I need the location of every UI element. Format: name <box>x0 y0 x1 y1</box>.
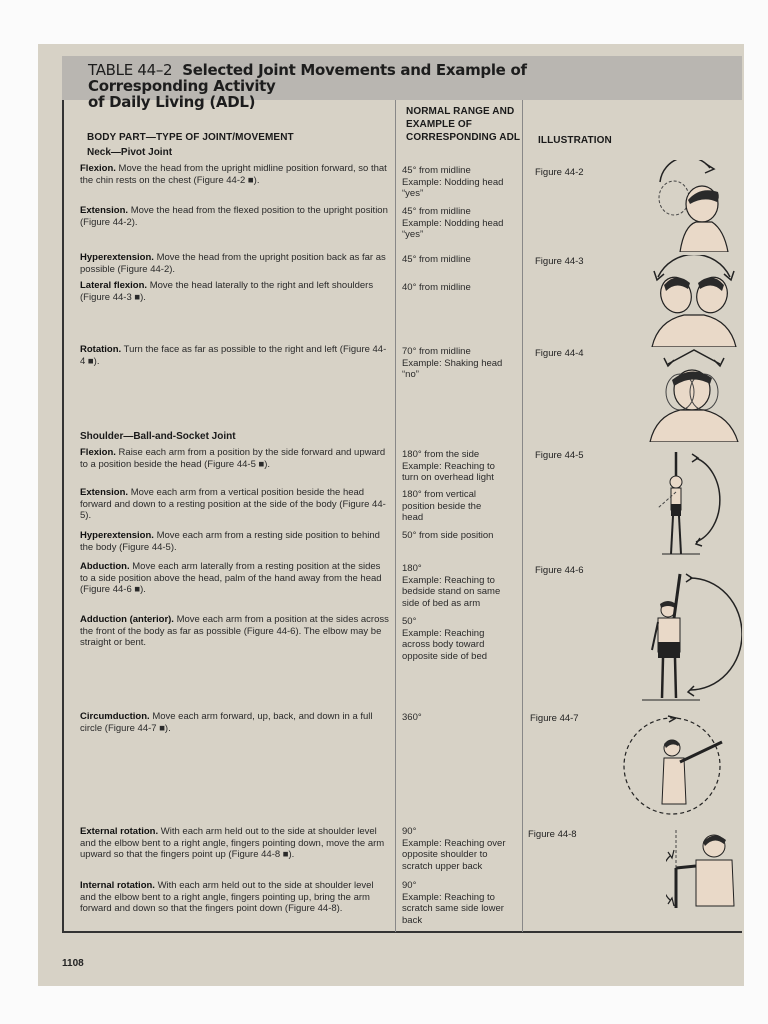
range-cell <box>402 880 518 926</box>
movement-term: Rotation. <box>80 344 122 355</box>
range-line: Example: Reaching to <box>402 574 495 586</box>
shoulder-circumduction-illustration <box>614 712 734 820</box>
range-line: Example: Reaching over <box>402 837 506 849</box>
figure-ref: Figure 44-5 <box>535 450 584 461</box>
header-body-part: BODY PART—TYPE OF JOINT/MOVEMENT <box>87 132 294 143</box>
range-cell <box>402 282 518 294</box>
range-line: Example: Shaking head <box>402 357 503 369</box>
movement-term: Extension. <box>80 205 129 216</box>
group-shoulder: Shoulder—Ball-and-Socket Joint <box>80 431 236 442</box>
table-title <box>88 62 648 110</box>
figure-ref: Figure 44-7 <box>530 713 579 724</box>
range-line: bedside stand on same <box>402 586 501 597</box>
range-line: 45° from midline <box>402 254 471 265</box>
header-normal-range-line1: NORMAL RANGE AND <box>406 106 515 117</box>
range-line: opposite shoulder to <box>402 849 488 860</box>
figure-ref: Figure 44-6 <box>535 565 584 576</box>
movement-row <box>80 711 390 734</box>
group-neck: Neck—Pivot Joint <box>87 147 173 158</box>
shoulder-flexion-illustration <box>640 446 730 558</box>
range-cell <box>402 489 518 524</box>
neck-lateral-flexion-illustration <box>644 255 744 347</box>
range-cell <box>402 530 518 542</box>
movement-row <box>80 344 390 367</box>
movement-desc: Move each arm from a position at the sides across the front of the body as far as possible (Figure 44-6). The elbow may be straight or bent. <box>80 614 389 648</box>
movement-desc: Move each arm from a resting side position to behind the body (Figure 44-5). <box>80 530 380 553</box>
figure-ref: Figure 44-4 <box>535 348 584 359</box>
movement-term: Hyperextension. <box>80 530 154 541</box>
movement-term: Hyperextension. <box>80 252 154 263</box>
table-title-line2: of Daily Living (ADL) <box>88 93 256 111</box>
movement-term: Flexion. <box>80 447 116 458</box>
movement-row <box>80 280 390 303</box>
range-line: scratch upper back <box>402 860 483 872</box>
range-line: back <box>402 914 423 926</box>
movement-row <box>80 163 390 186</box>
range-line: “no” <box>402 369 419 380</box>
range-line: “yes” <box>402 229 424 240</box>
movement-desc: Move each arm forward, up, back, and down in a full circle (Figure 44-7 ■). <box>80 711 373 734</box>
movement-row <box>80 447 390 470</box>
movement-desc: Turn the face as far as possible to the right and left (Figure 44-4 ■). <box>80 344 387 367</box>
range-line: “yes” <box>402 188 424 199</box>
range-line: scratch same side lower <box>402 903 504 914</box>
table-title-line1: Selected Joint Movements and Example of Corresponding Activity <box>88 61 527 95</box>
range-line: opposite side of bed <box>402 650 488 662</box>
movement-desc: With each arm held out to the side at shoulder level and the elbow bent to a right angle, fingers pointing down, move the arm upward so that the fingers point up (Figure 44-8 ■). <box>80 826 385 860</box>
range-line: 360° <box>402 712 422 723</box>
movement-desc: Raise each arm from a position by the side forward and upward to a position beside the head (Figure 44-5 ■). <box>80 447 386 470</box>
range-line: side of bed as arm <box>402 597 481 609</box>
movement-term: Internal rotation. <box>80 880 155 891</box>
table-left-border <box>62 100 64 932</box>
movement-row <box>80 826 390 861</box>
range-line: 45° from midline <box>402 165 471 176</box>
neck-flexion-illustration <box>640 160 740 252</box>
header-normal-range-line3: CORRESPONDING ADL <box>406 132 521 143</box>
range-line: Example: Nodding head <box>402 217 504 229</box>
range-line: 90° <box>402 880 417 891</box>
neck-rotation-illustration <box>646 346 742 442</box>
range-line: head <box>402 512 424 523</box>
movement-term: External rotation. <box>80 826 159 837</box>
table-number: TABLE 44–2 <box>88 61 173 79</box>
figure-ref: Figure 44-2 <box>535 167 584 178</box>
range-cell <box>402 616 518 662</box>
movement-term: Lateral flexion. <box>80 280 148 291</box>
range-line: turn on overhead light <box>402 472 494 483</box>
figure-ref: Figure 44-8 <box>528 829 577 840</box>
range-line: 70° from midline <box>402 346 471 357</box>
header-illustration: ILLUSTRATION <box>538 135 612 146</box>
movement-term: Abduction. <box>80 561 130 572</box>
movement-term: Extension. <box>80 487 129 498</box>
column-divider-2 <box>522 100 523 932</box>
range-line: 50° <box>402 616 417 627</box>
movement-term: Adduction (anterior). <box>80 614 174 625</box>
range-line: 50° from side position <box>402 530 494 541</box>
range-line: 45° from midline <box>402 206 471 217</box>
range-line: Example: Reaching to <box>402 891 495 903</box>
range-line: Example: Reaching <box>402 627 485 639</box>
movement-row <box>80 880 390 915</box>
range-cell <box>402 165 518 200</box>
table-bottom-border <box>62 931 742 933</box>
movement-row <box>80 252 390 275</box>
range-cell <box>402 254 518 266</box>
range-cell <box>402 449 518 484</box>
movement-term: Flexion. <box>80 163 116 174</box>
movement-row <box>80 205 390 228</box>
movement-row <box>80 487 390 522</box>
header-normal-range-line2: EXAMPLE OF <box>406 119 473 130</box>
movement-row <box>80 561 390 596</box>
shoulder-abduction-illustration <box>638 566 742 706</box>
figure-ref: Figure 44-3 <box>535 256 584 267</box>
movement-row <box>80 530 390 553</box>
range-cell <box>402 563 518 609</box>
page-number: 1108 <box>62 958 84 969</box>
range-cell <box>402 206 518 241</box>
movement-desc: Move the head from the upright position back as far as possible (Figure 44-2). <box>80 252 386 275</box>
shoulder-rotation-illustration <box>666 826 742 922</box>
range-cell <box>402 346 518 381</box>
range-line: position beside the <box>402 500 482 512</box>
movement-row <box>80 614 390 649</box>
movement-desc: Move the head from the upright midline position forward, so that the chin rests on the chest (Figure 44-2 ■). <box>80 163 387 186</box>
range-line: Example: Nodding head <box>402 176 504 188</box>
movement-desc: Move the head from the flexed position to the upright position (Figure 44-2). <box>80 205 388 228</box>
movement-desc: With each arm held out to the side at shoulder level and the elbow bent to a right angle, fingers pointing up, bring the arm forward and down so that the fingers point down (Figure 44-8). <box>80 880 374 914</box>
movement-desc: Move each arm laterally from a resting position at the sides to a side position above the head, palm of the hand away from the head (Figure 44-6 ■). <box>80 561 382 595</box>
range-cell <box>402 826 518 872</box>
range-line: Example: Reaching to <box>402 460 495 472</box>
movement-desc: Move the head laterally to the right and left shoulders (Figure 44-3 ■). <box>80 280 374 303</box>
movement-term: Circumduction. <box>80 711 150 722</box>
range-line: 180° from the side <box>402 449 480 460</box>
range-line: 90° <box>402 826 417 837</box>
range-cell <box>402 712 518 724</box>
movement-desc: Move each arm from a vertical position beside the head forward and down to a resting position at the side of the body (Figure 44-5). <box>80 487 386 521</box>
range-line: 180° <box>402 563 422 574</box>
header-normal-range <box>406 105 520 144</box>
column-divider-1 <box>395 100 396 932</box>
range-line: 180° from vertical <box>402 489 477 500</box>
range-line: across body toward <box>402 639 485 650</box>
range-line: 40° from midline <box>402 282 471 293</box>
